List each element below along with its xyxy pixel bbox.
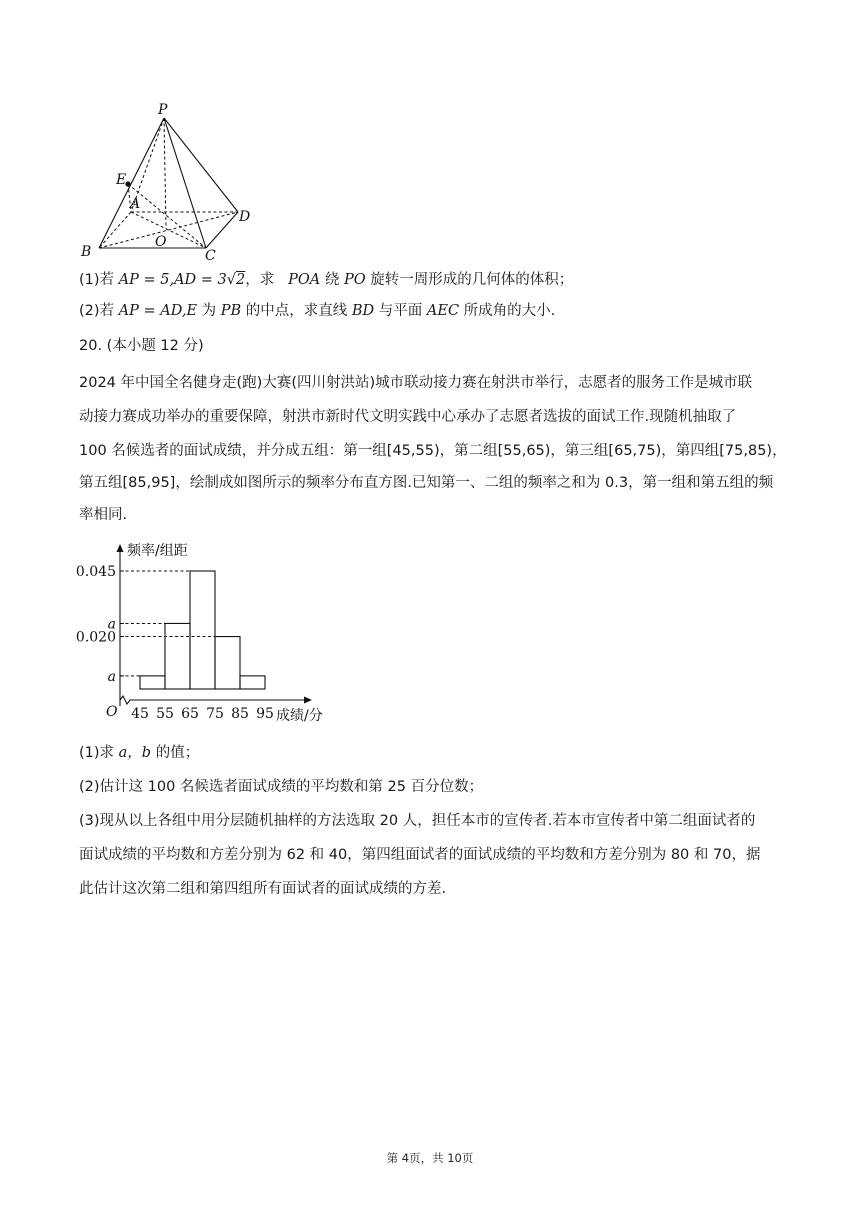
q19-part1-axis: PO bbox=[343, 272, 366, 288]
q20-question-1 bbox=[79, 743, 199, 763]
q19-part1-mid: ，求 bbox=[245, 272, 275, 288]
q20-intro-line: 第五组[85,95]，绘制成如图所示的频率分布直方图.已知第一、二组的频率之和为 0.3，第一组和第五组的频 bbox=[79, 475, 774, 491]
q19-part2-tail: 所成角的大小. bbox=[463, 303, 556, 319]
y-axis-label: 频率/组距 bbox=[127, 543, 188, 559]
q19-part2-is: 为 bbox=[201, 303, 217, 319]
edge-PC bbox=[164, 118, 206, 248]
edge-AB bbox=[99, 212, 131, 248]
x-tick-label: 45 bbox=[131, 706, 149, 722]
q20-question-3-line: (3)现从以上各组中用分层随机抽样的方法选取 20 人，担任本市的宣传者.若本市宣传者中第二组面试者的 bbox=[79, 813, 756, 829]
q19-part2 bbox=[79, 301, 555, 321]
q19-part1-prefix: (1)若 bbox=[79, 272, 115, 288]
q20-question-3-line: 此估计这次第二组和第四组所有面试者的面试成绩的方差. bbox=[79, 881, 447, 897]
q19-part2-cond: AP = AD,E bbox=[118, 303, 198, 319]
edge-PB bbox=[99, 118, 164, 248]
q20-question-3-line: 面试成绩的平均数和方差分别为 62 和 40，第四组面试者的面试成绩的平均数和方差分别为 80 和 70，据 bbox=[79, 847, 761, 863]
q19-part1-around: 绕 bbox=[324, 272, 340, 288]
histogram-bar bbox=[140, 676, 165, 689]
q20-header: 20. (本小题 12 分) bbox=[79, 338, 204, 354]
q19-part1-cond: AP = 5,AD = 3 bbox=[118, 272, 227, 288]
frequency-histogram bbox=[70, 538, 370, 728]
sqrt-symbol: √ bbox=[226, 272, 237, 288]
q20-q1-prefix: (1)求 bbox=[79, 745, 115, 761]
x-axis-label: 成绩/分 bbox=[276, 708, 323, 724]
q20-q1-tail: 的值； bbox=[155, 745, 200, 761]
q19-part1-tri: POA bbox=[288, 272, 321, 288]
y-tick-label: 0.020 bbox=[75, 629, 116, 646]
axis-break bbox=[120, 696, 132, 704]
q19-part2-prefix: (2)若 bbox=[79, 303, 115, 319]
x-tick-label: 75 bbox=[206, 706, 224, 722]
q20-intro-line: 2024 年中国全名健身走(跑)大赛(四川射洪站)城市联动接力赛在射洪市举行，志愿者的服务工作是城市联 bbox=[79, 375, 753, 391]
x-tick-label: 65 bbox=[181, 706, 199, 722]
y-axis-arrow bbox=[117, 544, 124, 552]
origin-label: O bbox=[106, 704, 118, 720]
label-A: A bbox=[130, 196, 141, 212]
q20-intro-line: 率相同. bbox=[79, 507, 128, 523]
label-B: B bbox=[81, 244, 92, 260]
q19-part2-plane: AEC bbox=[426, 303, 460, 319]
label-P: P bbox=[158, 102, 168, 118]
q19-part2-line: BD bbox=[351, 303, 375, 319]
seg-EC bbox=[128, 184, 206, 248]
x-tick-label: 85 bbox=[231, 706, 249, 722]
q19-part1 bbox=[79, 270, 573, 290]
label-C: C bbox=[205, 248, 216, 262]
histogram-bar bbox=[215, 637, 240, 689]
edge-CD bbox=[206, 212, 238, 248]
y-tick-label: 0.045 bbox=[75, 564, 116, 580]
histogram-bar bbox=[240, 676, 265, 689]
q20-intro-line: 动接力赛成功举办的重要保障，射洪市新时代文明实践中心承办了志愿者选拔的面试工作.现随机抽取了 bbox=[79, 409, 737, 425]
y-tick-label: a bbox=[107, 616, 116, 633]
pyramid-figure bbox=[78, 100, 268, 262]
q20-q1-vars: a，b bbox=[118, 745, 152, 761]
label-E: E bbox=[116, 172, 127, 188]
histogram-bar bbox=[190, 571, 215, 689]
q19-part2-seg: PB bbox=[220, 303, 242, 319]
label-O: O bbox=[155, 234, 167, 250]
x-tick-label: 55 bbox=[156, 706, 174, 722]
q19-part1-tail: 旋转一周形成的几何体的体积； bbox=[370, 272, 574, 288]
q20-intro-line: 100 名候选者的面试成绩，并分成五组：第一组[45,55)，第二组[55,65)，第三组[65,75)，第四组[75,85)， bbox=[79, 443, 787, 459]
edge-PD bbox=[164, 118, 238, 212]
q19-part2-mid: 的中点，求直线 bbox=[245, 303, 348, 319]
x-axis-arrow bbox=[304, 697, 312, 704]
y-tick-label: a bbox=[107, 668, 116, 685]
page-footer: 第 4页，共 10页 bbox=[386, 1151, 474, 1165]
x-tick-label: 95 bbox=[256, 706, 274, 722]
q19-part2-with: 与平面 bbox=[378, 303, 423, 319]
label-D: D bbox=[239, 209, 251, 225]
histogram-bar bbox=[165, 623, 190, 689]
q20-question-2: (2)估计这 100 名候选者面试成绩的平均数和第 25 百分位数； bbox=[79, 779, 484, 795]
sqrt-radicand: 2 bbox=[236, 272, 246, 288]
